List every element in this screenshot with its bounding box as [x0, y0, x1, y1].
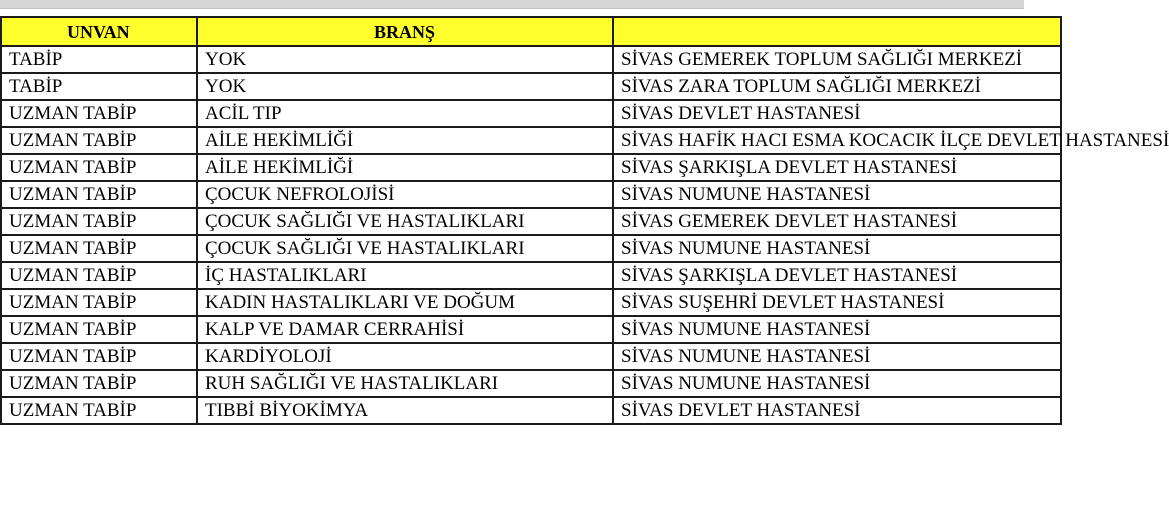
table-header: [1, 17, 1061, 46]
cell-kurum: SİVAS NUMUNE HASTANESİ: [613, 370, 1061, 397]
cell-brans: YOK: [197, 73, 613, 100]
cell-kurum: SİVAS HAFİK HACI ESMA KOCACIK İLÇE DEVLET HASTANESİ: [613, 127, 1061, 154]
cell-unvan: UZMAN TABİP: [1, 235, 197, 262]
table-body: [1, 46, 1169, 424]
cell-kurum: SİVAS ŞARKIŞLA DEVLET HASTANESİ: [613, 262, 1061, 289]
cell-unvan: UZMAN TABİP: [1, 100, 197, 127]
cell-brans: ACİL TIP: [197, 100, 613, 127]
cell-unvan: UZMAN TABİP: [1, 154, 197, 181]
table-row: [1, 316, 1061, 343]
cell-brans: YOK: [197, 46, 613, 73]
cell-kurum: SİVAS NUMUNE HASTANESİ: [613, 181, 1061, 208]
cell-brans: TIBBİ BİYOKİMYA: [197, 397, 613, 424]
table-row: [1, 235, 1061, 262]
cell-unvan: UZMAN TABİP: [1, 181, 197, 208]
cell-kurum: SİVAS ZARA TOPLUM SAĞLIĞI MERKEZİ: [613, 73, 1061, 100]
cell-brans: RUH SAĞLIĞI VE HASTALIKLARI: [197, 370, 613, 397]
cell-unvan: UZMAN TABİP: [1, 370, 197, 397]
header-unvan: UNVAN: [1, 17, 197, 46]
cell-brans: İÇ HASTALIKLARI: [197, 262, 613, 289]
cell-unvan: TABİP: [1, 73, 197, 100]
cell-unvan: TABİP: [1, 46, 197, 73]
table-row: [1, 100, 1061, 127]
cell-unvan: UZMAN TABİP: [1, 397, 197, 424]
cell-unvan: UZMAN TABİP: [1, 316, 197, 343]
cell-kurum: SİVAS GEMEREK DEVLET HASTANESİ: [613, 208, 1061, 235]
cell-brans: KADIN HASTALIKLARI VE DOĞUM: [197, 289, 613, 316]
cell-kurum: SİVAS SUŞEHRİ DEVLET HASTANESİ: [613, 289, 1061, 316]
cell-unvan: UZMAN TABİP: [1, 127, 197, 154]
cell-kurum: SİVAS NUMUNE HASTANESİ: [613, 235, 1061, 262]
cell-unvan: UZMAN TABİP: [1, 289, 197, 316]
header-kurum: [613, 17, 1061, 46]
cell-brans: ÇOCUK SAĞLIĞI VE HASTALIKLARI: [197, 235, 613, 262]
cell-brans: ÇOCUK SAĞLIĞI VE HASTALIKLARI: [197, 208, 613, 235]
cell-brans: AİLE HEKİMLİĞİ: [197, 127, 613, 154]
table-row: [1, 262, 1061, 289]
cell-kurum: SİVAS NUMUNE HASTANESİ: [613, 343, 1061, 370]
cell-brans: KALP VE DAMAR CERRAHİSİ: [197, 316, 613, 343]
table-row: [1, 208, 1061, 235]
staff-assignment-table: [0, 16, 1169, 425]
header-brans: BRANŞ: [197, 17, 613, 46]
table-row: [1, 154, 1061, 181]
table-row: [1, 181, 1061, 208]
header-row: [1, 17, 1061, 46]
table-row: [1, 370, 1061, 397]
cell-unvan: UZMAN TABİP: [1, 262, 197, 289]
top-rule: [0, 0, 1024, 9]
table-row: [1, 289, 1061, 316]
table-row: [1, 46, 1061, 73]
cell-kurum: SİVAS GEMEREK TOPLUM SAĞLIĞI MERKEZİ: [613, 46, 1061, 73]
cell-brans: KARDİYOLOJİ: [197, 343, 613, 370]
table-row: [1, 127, 1061, 154]
cell-unvan: UZMAN TABİP: [1, 208, 197, 235]
cell-kurum: SİVAS DEVLET HASTANESİ: [613, 100, 1061, 127]
cell-kurum: SİVAS ŞARKIŞLA DEVLET HASTANESİ: [613, 154, 1061, 181]
cell-brans: AİLE HEKİMLİĞİ: [197, 154, 613, 181]
cell-brans: ÇOCUK NEFROLOJİSİ: [197, 181, 613, 208]
table-row: [1, 343, 1061, 370]
cell-kurum: SİVAS DEVLET HASTANESİ: [613, 397, 1061, 424]
table-row: [1, 397, 1061, 424]
cell-kurum: SİVAS NUMUNE HASTANESİ: [613, 316, 1061, 343]
table-row: [1, 73, 1061, 100]
cell-unvan: UZMAN TABİP: [1, 343, 197, 370]
